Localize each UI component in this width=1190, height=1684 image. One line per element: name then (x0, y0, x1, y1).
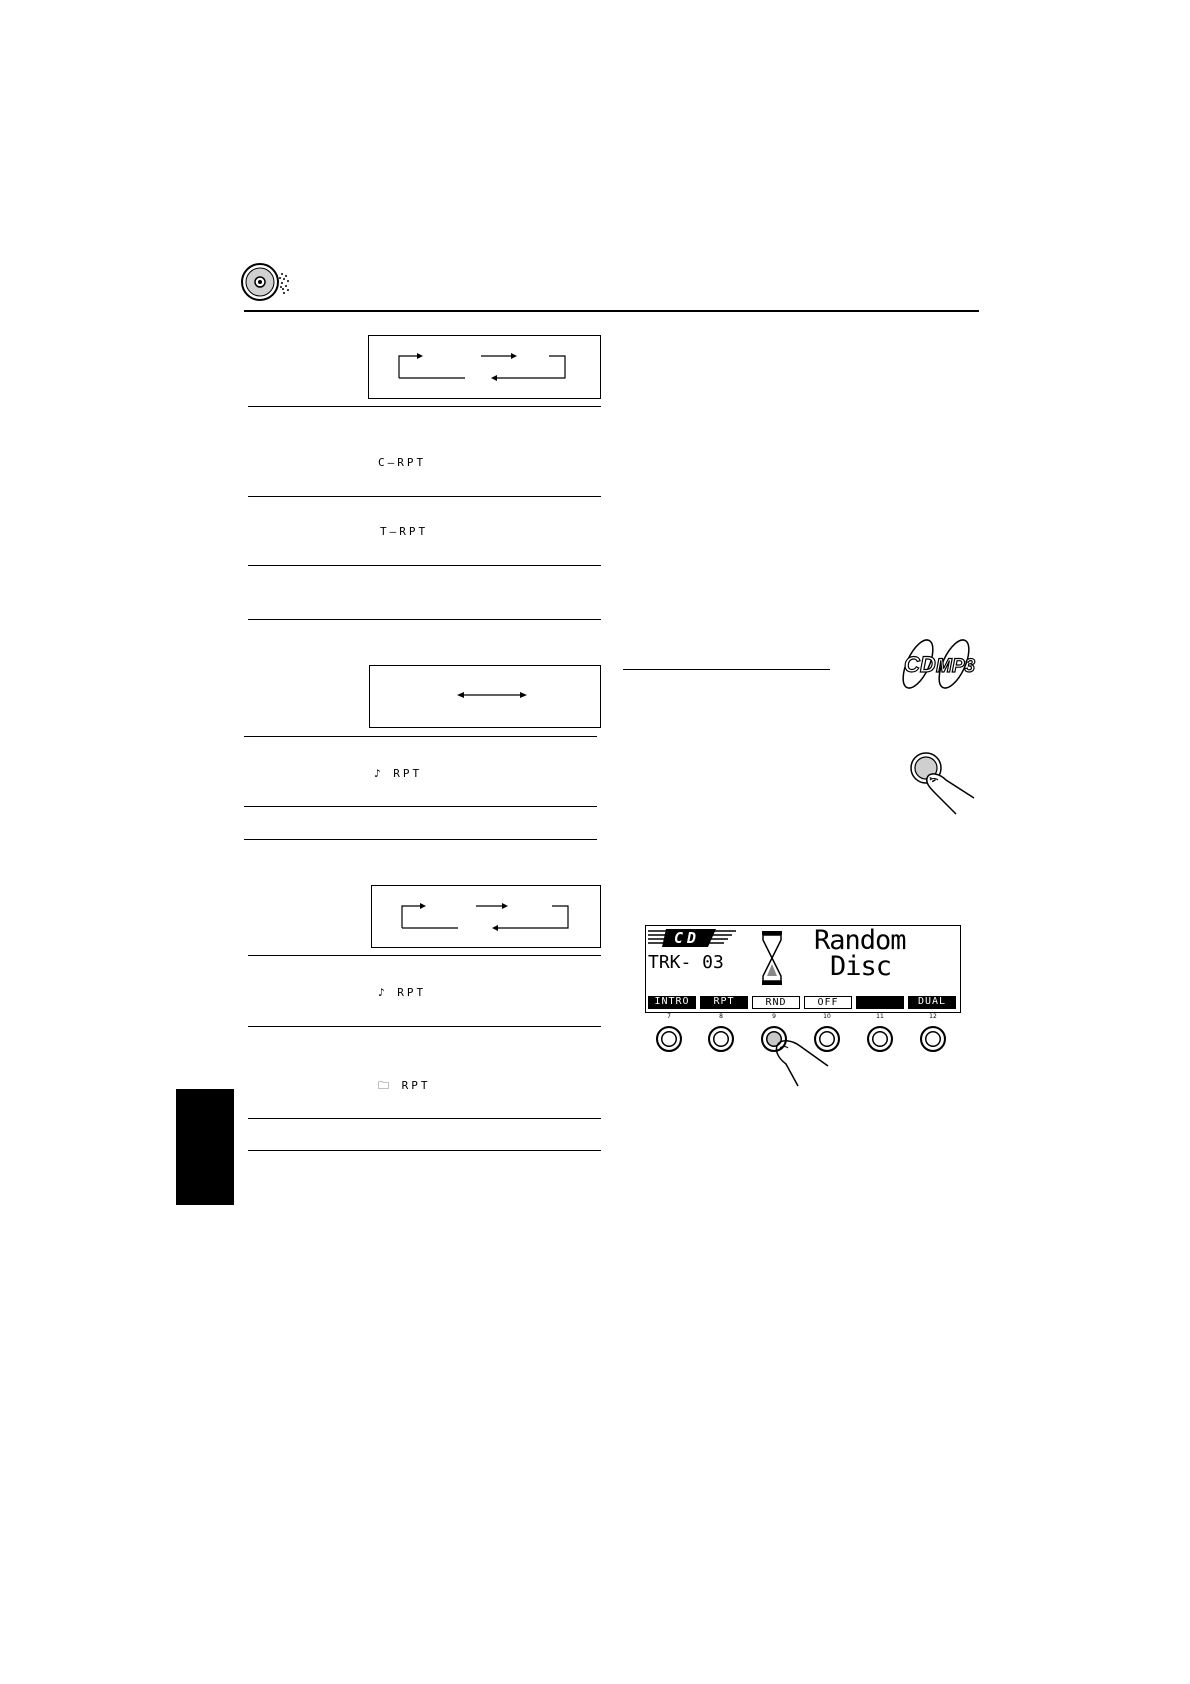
divider (244, 736, 597, 737)
cd-source-text: CD (674, 929, 701, 947)
button-number: 11 (876, 1013, 884, 1020)
divider (248, 619, 601, 620)
preset-button-12[interactable] (920, 1026, 946, 1052)
section-rule (623, 669, 830, 670)
lcd-display (645, 925, 961, 1013)
button-number: 7 (667, 1013, 671, 1020)
divider (244, 806, 597, 807)
repeat-code-disc: C–RPT (378, 456, 427, 469)
divider (248, 406, 601, 407)
lcd-label-dual: DUAL (908, 996, 956, 1009)
cycle-diagram-1 (368, 335, 601, 399)
divider (248, 1150, 601, 1151)
divider (248, 1026, 601, 1027)
button-number: 12 (929, 1013, 937, 1020)
repeat-code-track-mp3-2: ♪ RPT (378, 986, 427, 999)
disc-sparkle-icon (240, 262, 296, 302)
side-tab (176, 1089, 234, 1205)
repeat-code-track: T–RPT (380, 525, 429, 538)
display-line-2: Disc (830, 951, 892, 982)
cycle-diagram-2 (371, 885, 601, 948)
lcd-label-blank (856, 996, 904, 1009)
button-number: 10 (823, 1013, 831, 1020)
lcd-label-off: OFF (804, 996, 852, 1009)
cd-source-badge (648, 928, 736, 948)
svg-text:MP3: MP3 (936, 656, 976, 677)
divider (248, 565, 601, 566)
divider (248, 1118, 601, 1119)
divider (248, 955, 601, 956)
hourglass-icon (760, 930, 784, 986)
finger-icon (770, 1036, 832, 1088)
button-number: 8 (719, 1013, 723, 1020)
lcd-label-rnd: RND (752, 996, 800, 1009)
svg-text:CD: CD (904, 652, 936, 677)
lcd-label-rpt: RPT (700, 996, 748, 1009)
divider (244, 839, 597, 840)
track-readout: TRK- 03 (648, 952, 724, 973)
cd-mp3-logo-icon (896, 636, 980, 694)
preset-button-11[interactable] (867, 1026, 893, 1052)
finger-press-icon (906, 750, 978, 816)
repeat-code-track-mp3: ♪ RPT (374, 767, 423, 780)
toggle-diagram (369, 665, 601, 728)
preset-button-8[interactable] (708, 1026, 734, 1052)
divider (248, 496, 601, 497)
lcd-label-intro: INTRO (648, 996, 696, 1009)
button-number: 9 (772, 1013, 776, 1020)
display-line-1: Random (814, 925, 906, 956)
header-rule (244, 310, 979, 312)
repeat-code-folder: 🗀 RPT (378, 1079, 431, 1092)
preset-button-7[interactable] (656, 1026, 682, 1052)
